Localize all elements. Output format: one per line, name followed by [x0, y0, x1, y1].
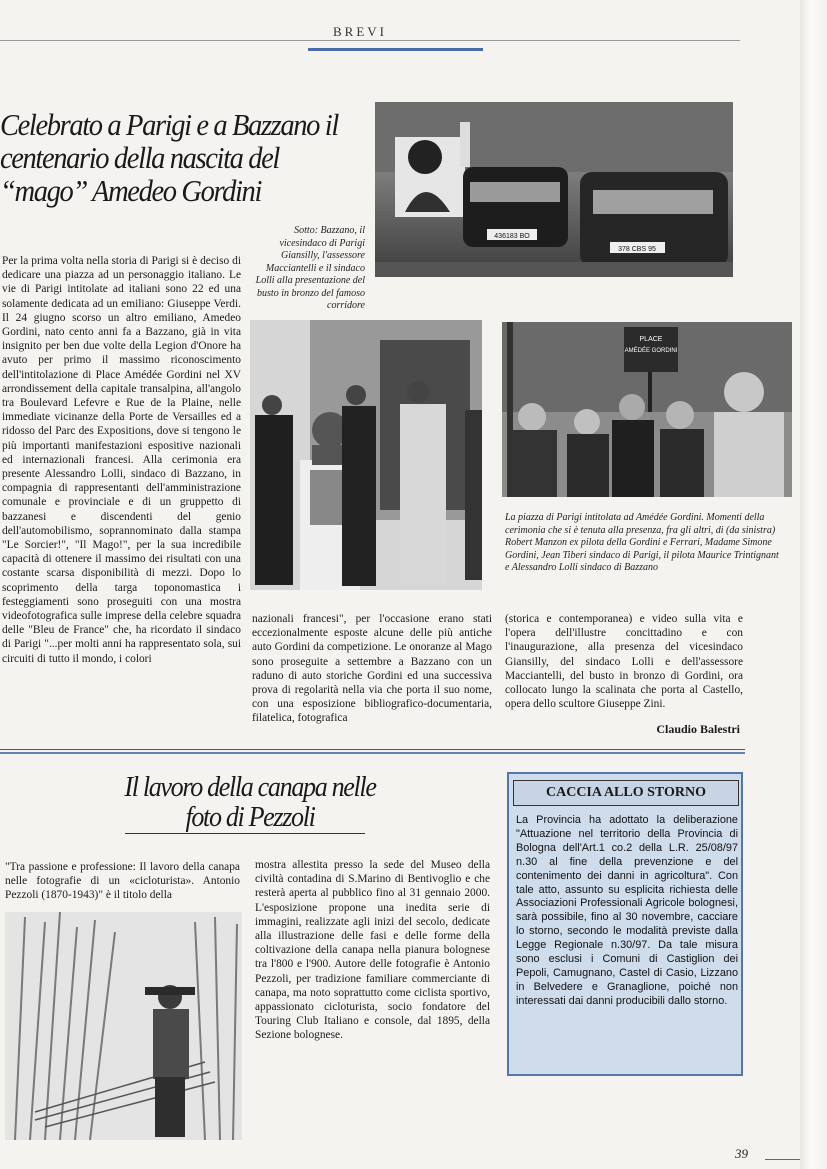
section-header: BREVI: [333, 24, 387, 39]
box-text: La Provincia ha adottato la deliberazione "Attuazione nel territorio della Provincia di Bologna dell'Art.1 co.2 della L.R. 25/08/97 n.30 al fine della prevenzione e del contenimento dei danni in agricoltura". Con tale atto, assunto su esplicita richiesta delle Associazioni Professionali Agricole bolognesi, sarà possibile, fino al 30 novembre, cacciare lo storno, secondo le modalità previste dalla Legge Regionale n.30/97. Da tale misura sono esclusi i Comuni di Castiglion dei Pepoli, Camugnano, Castel di Casio, Lizzano in Belvedere e Granaglione, poiché non interessati dai danni producibili dallo storno.: [516, 814, 738, 1007]
section-divider: [0, 749, 745, 750]
photo-gordini-cars: [375, 102, 733, 277]
svg-text:PLACE: PLACE: [639, 336, 663, 343]
news-box-caccia: [507, 772, 743, 1076]
article2-column-1: "Tra passione e professione: Il lavoro della canapa nelle fotografie di un «cicloturista». Antonio Pezzoli (1870-1943)" è il titolo della: [5, 861, 240, 902]
plate-1: 436183 BO: [494, 233, 530, 240]
article1-column-3: (storica e contemporanea) e video sulla vita e l'opera dell'illustre concittadino e con l'inaugurazione, alla presenza del vicesindaco Giansilly, del sindaco Lolli e dell'assessore Macciantelli, del busto in bronzo di Gordini, ora collocato lungo la scalinata che porta al Castello, opera dello scultore Giuseppe Zini.: [505, 613, 743, 711]
article-headline-canapa: Il lavoro della canapa nelle foto di Pezzoli: [124, 771, 376, 833]
header-rule: [0, 40, 740, 41]
headline-underline: [125, 833, 365, 834]
article2-column-2: mostra allestita presso la sede del Museo della civiltà contadina di S.Marino di Bentivoglio e che resterà aperta al pubblico fino al 31 gennaio 2000. L'esposizione propone una inedita serie di immagini, realizzate agli inizi del secolo, dedicate alla illustrazione delle fasi e delle forme della coltivazione della canapa nella pianura bolognese tra l'800 e l'900. Autore delle fotografie è Antonio Pezzoli, per tradizione familiare commerciante di canapa, ma noto soprattutto come ciclista sportivo, appassionato cicloturista, socio fondatore del Touring Club Italiano e console, dal 1895, della Sezione bolognese.: [255, 859, 490, 1042]
svg-text:AMÉDÉE GORDINI: AMÉDÉE GORDINI: [624, 348, 678, 354]
article1-column-1: Per la prima volta nella storia di Parigi si è deciso di dedicare una piazza ad un personaggio italiano. Le vie di Parigi intitolate ad italiani sono 22 ed una solamente dedicata ad un emiliano: Giuseppe Verdi. Il 24 giugno scorso un altro emiliano, Amedeo Gordini, nato cento anni fa a Bazzano, già in vita insignito per ben due volte della Legion d'Onore ha avuto per primo il massimo riconoscimento dell'intitolazione di Place Amédée Gordini nel XV arrondissement della capitale transalpina, all'angolo tra Boulevard Lefevre e Rue de la Plaine, nelle immediate vicinanze della Porte de Versailles ed a ridosso del Parc des Expositions, dove si tengono le più importanti manifestazioni espositive nazionali ed internazionali francesi. Alla cerimonia era presente Alessandro Lolli, sindaco di Bazzano, in compagnia di rappresentanti dell'amministrazione comunale e provinciale e di un gruppetto di bazzanesi e discendenti del genio dell'automobilismo, soprannominato dalla stampa "Le Sorcier!", "Il Mago!", per la sua incredibile capacità di ottenere il massimo dei risultati con una costante scarsa disponibilità di mezzi. Dopo lo scoprimento della targa toponomastica i festeggiamenti sono proseguiti con una mostra videofotografica sulle imprese della celebre squadra delle "Bleu de France" che, ha ricordato il sindaco di Parigi "...per molti anni ha rappresentato sola, sui circuiti di tutto il mondo, i colori: [2, 255, 241, 665]
author-byline: Claudio Balestri: [656, 722, 740, 736]
caption-place-gordini: La piazza di Parigi intitolata ad Amédée Gordini. Momenti della cerimonia che si è tenuta alla presenza, fra gli altri, di (da sinistra) Robert Manzon ex pilota della Gordini e Ferrari, Madame Simone Gordini, Jean Tiberi sindaco di Parigi, il pilota Maurice Trintignant e Alessandro Lolli sindaco di Bazzano: [505, 512, 779, 573]
article-headline-gordini: Celebrato a Parigi e a Bazzano il centenario della nascita del “mago” Amedeo Gordini: [0, 107, 338, 208]
footer-rule: [765, 1159, 800, 1160]
page-edge-shadow: [800, 0, 827, 1169]
article1-column-2: nazionali francesi", per l'occasione erano stati eccezionalmente esposte alcune delle più antiche auto Gordini da competizione. Le onoranze al Mago sono proseguite a settembre a Bazzano con un raduno di auto storiche Gordini ed una successiva prova di regolarità nella via che porta il suo nome, con una esposizione bibliografico-documentaria, filatelica, fotografica: [252, 613, 492, 725]
photo-hemp-work: [5, 912, 242, 1140]
header-accent-bar: [308, 48, 483, 51]
box-title: CACCIA ALLO STORNO: [513, 780, 739, 806]
caption-bazzano: Sotto: Bazzano, il vicesindaco di Parigi Giansilly, l'assessore Macciantelli e il sindaco Lolli alla presentazione del busto in bronzo del famoso corridore: [255, 225, 365, 311]
page-number: 39: [735, 1146, 748, 1161]
section-divider-accent: [0, 752, 745, 754]
photo-place-gordini: [502, 322, 792, 497]
plate-2: 378 CBS 95: [618, 246, 656, 253]
photo-bust-ceremony: [250, 320, 482, 590]
